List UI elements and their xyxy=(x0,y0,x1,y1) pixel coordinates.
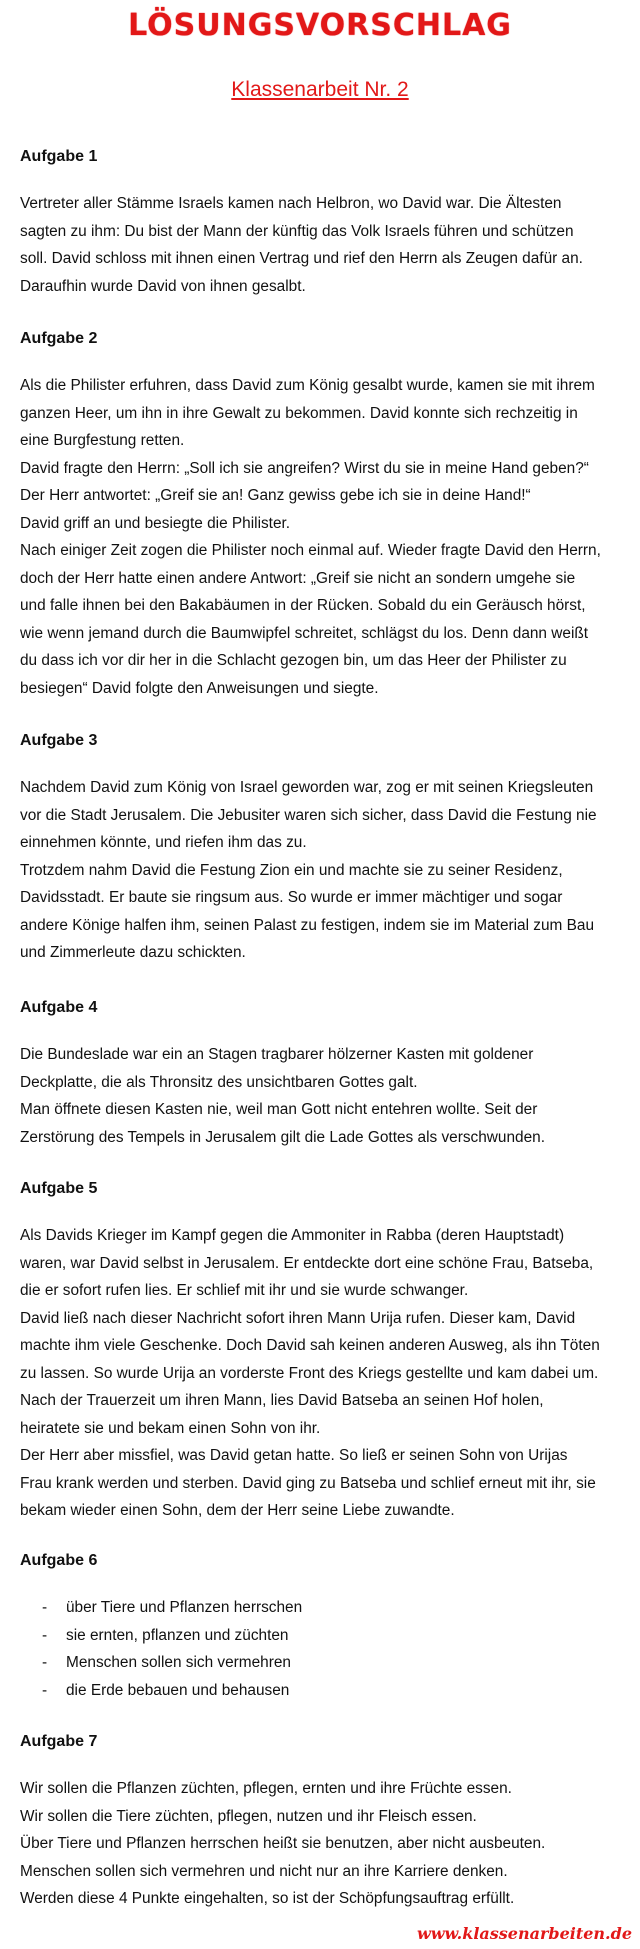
section-aufgabe-5 xyxy=(20,1178,630,1525)
text-line: einnehmen könnte, und riefen ihm das zu. xyxy=(20,834,307,851)
bullet-dash: - xyxy=(42,1626,48,1644)
section-heading: Aufgabe 3 xyxy=(20,732,98,749)
text-line: Nach einiger Zeit zogen die Philister noch einmal auf. Wieder fragte David den Herrn, xyxy=(20,542,601,559)
bullet-list xyxy=(20,1594,630,1704)
text-line: doch der Herr hatte einen andere Antwort: „Greif sie nicht an sondern umgehe sie xyxy=(20,569,576,587)
text-line: Nach der Trauerzeit um ihren Mann, lies David Batseba an seinen Hof holen, xyxy=(20,1392,544,1409)
text-line: Frau krank werden und sterben. David ging zu Batseba und schlief erneut mit ihr, sie xyxy=(20,1474,596,1492)
page-subtitle: Klassenarbeit Nr. 2 xyxy=(231,78,409,101)
section-body xyxy=(20,1775,630,1913)
section-heading: Aufgabe 1 xyxy=(20,148,98,165)
section-body xyxy=(20,774,630,967)
text-line: Die Bundeslade war ein an Stagen tragbarer hölzerner Kasten mit goldener xyxy=(20,1046,534,1063)
list-item xyxy=(20,1594,630,1622)
text-line: Werden diese 4 Punkte eingehalten, so ist der Schöpfungsauftrag erfüllt. xyxy=(20,1890,515,1907)
text-line: besiegen“ David folgte den Anweisungen und siegte. xyxy=(20,679,379,697)
text-line: David griff an und besiegte die Philister. xyxy=(20,514,291,532)
text-line: die er sofort rufen lies. Er schlief mit ihr und sie wurde schwanger. xyxy=(20,1282,469,1299)
list-item xyxy=(20,1622,630,1650)
bullet-dash: - xyxy=(42,1599,48,1616)
page-title: LÖSUNGSVORSCHLAG xyxy=(128,8,512,43)
text-line: und falle ihnen bei den Bakabäumen in der Rücken. Sobald du ein Geräusch hörst, xyxy=(20,597,586,614)
text-line: Als Davids Krieger im Kampf gegen die Ammoniter in Rabba (deren Hauptstadt) xyxy=(20,1227,565,1244)
list-item xyxy=(20,1649,630,1677)
text-line: eine Burgfestung retten. xyxy=(20,432,185,449)
text-line: ganzen Heer, um ihn in ihre Gewalt zu bekommen. David konnte sich rechzeitig in xyxy=(20,404,578,422)
text-line: Man öffnete diesen Kasten nie, weil man Gott nicht entehren wollte. Seit der xyxy=(20,1101,538,1118)
section-heading: Aufgabe 2 xyxy=(20,330,98,347)
text-line: machte ihm viele Geschenke. Doch David sah keinen anderen Ausweg, als ihn Töten xyxy=(20,1337,600,1354)
section-aufgabe-7 xyxy=(20,1731,630,1913)
section-body xyxy=(20,372,630,702)
text-line: Trotzdem nahm David die Festung Zion ein und machte sie zu seiner Residenz, xyxy=(20,861,563,879)
footer-url: www.klassenarbeiten.de xyxy=(416,1924,632,1943)
text-line: waren, war David selbst in Jerusalem. Er entdeckte dort eine schöne Frau, Batseba, xyxy=(20,1254,594,1272)
text-line: vor die Stadt Jerusalem. Die Jebusiter waren sich sicher, dass David die Festung nie xyxy=(20,806,597,824)
text-line: Der Herr aber missfiel, was David getan hatte. So ließ er seinen Sohn von Urijas xyxy=(20,1447,568,1464)
text-line: andere Könige halfen ihm, seinen Palast zu festigen, indem sie im Material zum Bau xyxy=(20,916,595,934)
list-item-text: über Tiere und Pflanzen herrschen xyxy=(66,1599,303,1616)
list-item-text: Menschen sollen sich vermehren xyxy=(66,1654,291,1671)
text-line: du dass ich vor dir her in die Schlacht gezogen bin, um das Heer der Philister zu xyxy=(20,652,567,669)
section-aufgabe-3 xyxy=(20,730,630,967)
section-heading: Aufgabe 7 xyxy=(20,1733,98,1750)
text-line: und Zimmerleute dazu schickten. xyxy=(20,944,246,961)
text-line: sagten zu ihm: Du bist der Mann der künftig das Volk Israels führen und schützen xyxy=(20,222,574,240)
text-line: zu lassen. So wurde Urija an vorderste Front des Kriegs gestellte und kam dabei um. xyxy=(20,1364,599,1382)
text-line: heiratete sie und bekam einen Sohn von ihr. xyxy=(20,1419,321,1437)
section-heading: Aufgabe 6 xyxy=(20,1552,98,1569)
text-line: Über Tiere und Pflanzen herrschen heißt sie benutzen, aber nicht ausbeuten. xyxy=(20,1835,546,1852)
list-item-text: die Erde bebauen und behausen xyxy=(66,1681,290,1699)
text-line: David ließ nach dieser Nachricht sofort ihren Mann Urija rufen. Dieser kam, David xyxy=(20,1309,576,1327)
text-line: Deckplatte, die als Thronsitz des unsichtbaren Gottes galt. xyxy=(20,1073,418,1091)
section-aufgabe-2 xyxy=(20,328,630,702)
text-line: Der Herr antwortet: „Greif sie an! Ganz gewiss gebe ich sie in deine Hand!“ xyxy=(20,487,531,504)
text-line: bekam wieder einen Sohn, dem der Herr seine Liebe zuwandte. xyxy=(20,1502,455,1519)
text-line: Zerstörung des Tempels in Jerusalem gilt die Lade Gottes als verschwunden. xyxy=(20,1128,545,1146)
section-body xyxy=(20,1041,630,1151)
section-body xyxy=(20,1222,630,1525)
text-line: wie wenn jemand durch die Baumwipfel schreitet, schlägst du los. Denn dann weißt xyxy=(20,624,589,642)
section-body xyxy=(20,190,630,300)
text-line: Daraufhin wurde David von ihnen gesalbt. xyxy=(20,277,306,295)
bullet-dash: - xyxy=(42,1654,48,1671)
list-item xyxy=(20,1677,630,1705)
section-heading: Aufgabe 5 xyxy=(20,1180,98,1197)
section-aufgabe-1 xyxy=(20,146,630,300)
section-aufgabe-6 xyxy=(20,1550,630,1704)
text-line: Als die Philister erfuhren, dass David zum König gesalbt wurde, kamen sie mit ihrem xyxy=(20,377,595,394)
text-line: Wir sollen die Pflanzen züchten, pflegen, ernten und ihre Früchte essen. xyxy=(20,1780,512,1797)
text-line: soll. David schloss mit ihnen einen Vertrag und rief den Herrn als Zeugen dafür an. xyxy=(20,250,583,267)
text-line: Wir sollen die Tiere züchten, pflegen, nutzen und ihr Fleisch essen. xyxy=(20,1807,477,1825)
text-line: Nachdem David zum König von Israel geworden war, zog er mit seinen Kriegsleuten xyxy=(20,779,594,796)
section-aufgabe-4 xyxy=(20,997,630,1151)
section-heading: Aufgabe 4 xyxy=(20,999,98,1016)
text-line: Davidsstadt. Er baute sie ringsum aus. So wurde er immer mächtiger und sogar xyxy=(20,889,563,906)
text-line: Menschen sollen sich vermehren und nicht nur an ihre Karriere denken. xyxy=(20,1862,508,1880)
bullet-dash: - xyxy=(42,1681,48,1699)
text-line: Vertreter aller Stämme Israels kamen nach Helbron, wo David war. Die Ältesten xyxy=(20,195,562,212)
list-item-text: sie ernten, pflanzen und züchten xyxy=(66,1626,289,1644)
text-line: David fragte den Herrn: „Soll ich sie angreifen? Wirst du sie in meine Hand geben?“ xyxy=(20,459,589,477)
